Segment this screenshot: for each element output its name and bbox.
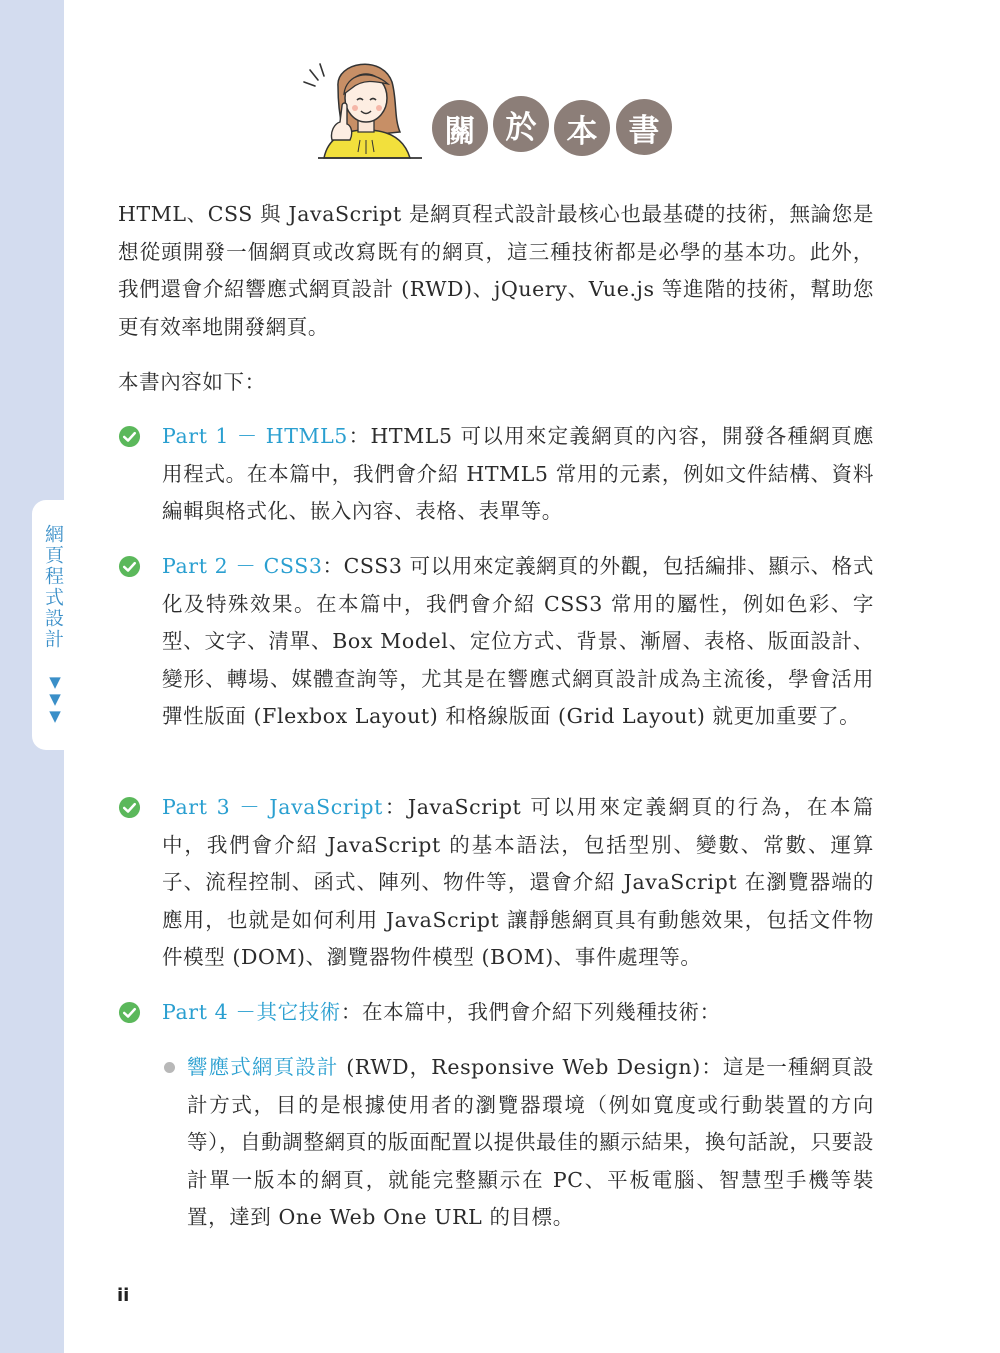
part-desc: ：CSS3 可以用來定義網頁的外觀，包括編排、顯示、格式化及特殊效果。在本篇中，我們會介紹 CSS3 常用的屬性，例如色彩、字型、文字、清單、Box Model、定位方式、背景、漸層、表格、版面設計、變形、轉場、媒體查詢等，尤其是在響應式網頁設計成為主流後，學會活用彈性版面 (Flexbox Layout) 和格線版面 (Grid Layout) 就更加重要了。 [162,554,874,728]
check-circle-icon [118,425,141,448]
list-item-text [162,548,874,736]
title-char: 於 [493,96,549,152]
list-item [118,548,874,736]
woman-illustration-icon [300,48,430,163]
list-item [118,418,874,531]
check-circle-icon [118,796,141,819]
bullet-icon [164,1062,175,1073]
title-char: 本 [554,100,610,156]
check-circle-icon [118,1001,141,1024]
down-arrow-icon: ▼ [49,690,61,708]
list-item-text [162,418,874,531]
list-item [118,789,874,977]
part-desc: ：JavaScript 可以用來定義網頁的行為，在本篇中，我們會介紹 JavaScript 的基本語法，包括型別、變數、常數、運算子、流程控制、函式、陣列、物件等，還會介紹 JavaScript 在瀏覽器端的應用，也就是如何利用 JavaScript 讓靜態網頁具有動態效果，包括文件物件模型 (DOM)、瀏覽器物件模型 (BOM)、事件處理等。 [162,795,875,969]
title-char: 書 [616,99,672,155]
check-circle-icon [118,555,141,578]
part-name: Part 2 － CSS3 [162,554,323,578]
sub-list-item [162,1049,874,1237]
chapter-tab-label: 網頁程式設計 [42,524,64,650]
page-number: ii [117,1285,130,1306]
title-char: 關 [432,100,488,156]
part-name: Part 1 － HTML5 [162,424,348,448]
chapter-tab-arrows [45,674,65,725]
part-desc: ：HTML5 可以用來定義網頁的內容，開發各種網頁應用程式。在本篇中，我們會介紹 HTML5 常用的元素，例如文件結構、資料編輯與格式化、嵌入內容、表格、表單等。 [162,424,875,523]
part-name: Part 3 － JavaScript [162,795,383,819]
list-item-text [162,789,874,977]
intro-paragraph: HTML、CSS 與 JavaScript 是網頁程式設計最核心也最基礎的技術，無論您是想從頭開發一個網頁或改寫既有的網頁，這三種技術都是必學的基本功。此外，我們還會介紹響應式網頁設計 (RWD)、jQuery、Vue.js 等進階的技術，幫助您更有效率地開發網頁。 [118,202,874,339]
contents-label: 本書內容如下： [118,370,266,394]
sub-item-desc: (RWD，Responsive Web Design)：這是一種網頁設計方式，目的是根據使用者的瀏覽器環境（例如寬度或行動裝置的方向等），自動調整網頁的版面配置以提供最佳的顯示結果，換句話說，只要設計單一版本的網頁，就能完整顯示在 PC、平板電腦、智慧型手機等裝置，達到 One Web One URL 的目標。 [187,1055,874,1229]
sub-item-name: 響應式網頁設計 [187,1055,339,1079]
sub-list-item-text [187,1049,874,1237]
list-item [118,994,874,1032]
down-arrow-icon: ▼ [49,707,61,725]
list-item-text [162,994,874,1032]
part-name: Part 4 －其它技術 [162,1000,341,1024]
down-arrow-icon: ▼ [49,673,61,691]
part-desc: ：在本篇中，我們會介紹下列幾種技術： [340,1000,721,1024]
